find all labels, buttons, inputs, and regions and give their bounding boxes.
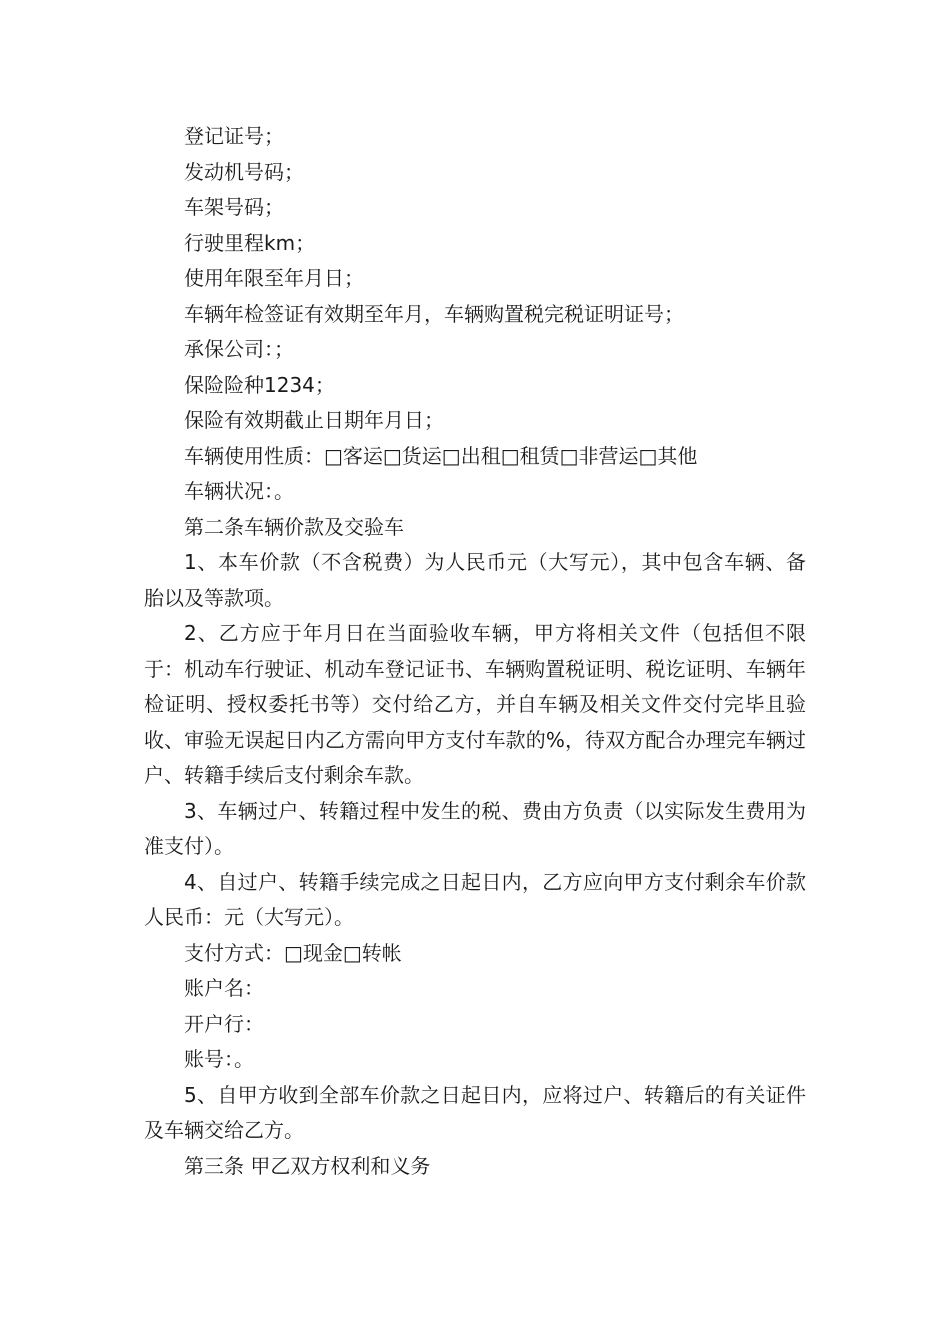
clause-2-2: 2、乙方应于年月日在当面验收车辆，甲方将相关文件（包括但不限于：机动车行驶证、机动车登记证书、车辆购置税证明、税讫证明、车辆年检证明、授权委托书等）交付给乙方，并自车辆及相关文件交付完毕且验收、审验无误起日内乙方需向甲方支付车款的%，待双方配合办理完车辆过户、转籍手续后支付剩余车款。 [144, 621, 806, 787]
field-vehicle-condition: 车辆状况：。 [184, 479, 294, 503]
field-insurance-type: 保险险种1234； [184, 372, 335, 397]
section-heading-article-2: 第二条车辆价款及交验车 [184, 514, 404, 539]
field-engine-number: 发动机号码； [184, 159, 304, 184]
field-insurer: 承保公司：； [184, 337, 294, 361]
section-heading-article-3: 第三条 甲乙双方权利和义务 [184, 1153, 431, 1178]
field-inspection-validity: 车辆年检签证有效期至年月，车辆购置税完税证明证号； [184, 301, 684, 326]
document-body [144, 119, 806, 1184]
field-registration-number: 登记证号； [184, 124, 284, 148]
field-payment-method: 支付方式：□现金□转帐 [184, 940, 402, 965]
field-usage-nature: 车辆使用性质：□客运□货运□出租□租赁□非营运□其他 [184, 443, 698, 468]
field-account-number: 账号：。 [184, 1047, 254, 1071]
field-service-life: 使用年限至年月日； [184, 266, 364, 290]
clause-2-1: 1、本车价款（不含税费）为人民币元（大写元），其中包含车辆、备胎以及等款项。 [144, 550, 806, 610]
field-frame-number: 车架号码； [184, 195, 284, 219]
clause-2-5: 5、自甲方收到全部车价款之日起日内，应将过户、转籍后的有关证件及车辆交给乙方。 [144, 1082, 806, 1142]
field-insurance-expiry: 保险有效期截止日期年月日； [184, 408, 444, 432]
field-account-name: 账户名： [184, 976, 264, 1000]
field-bank: 开户行： [184, 1011, 264, 1036]
clause-2-3: 3、车辆过户、转籍过程中发生的税、费由方负责（以实际发生费用为准支付）。 [144, 798, 806, 858]
clause-2-4: 4、自过户、转籍手续完成之日起日内，乙方应向甲方支付剩余车价款人民币：元（大写元）。 [144, 869, 806, 929]
field-mileage: 行驶里程km； [184, 230, 316, 255]
